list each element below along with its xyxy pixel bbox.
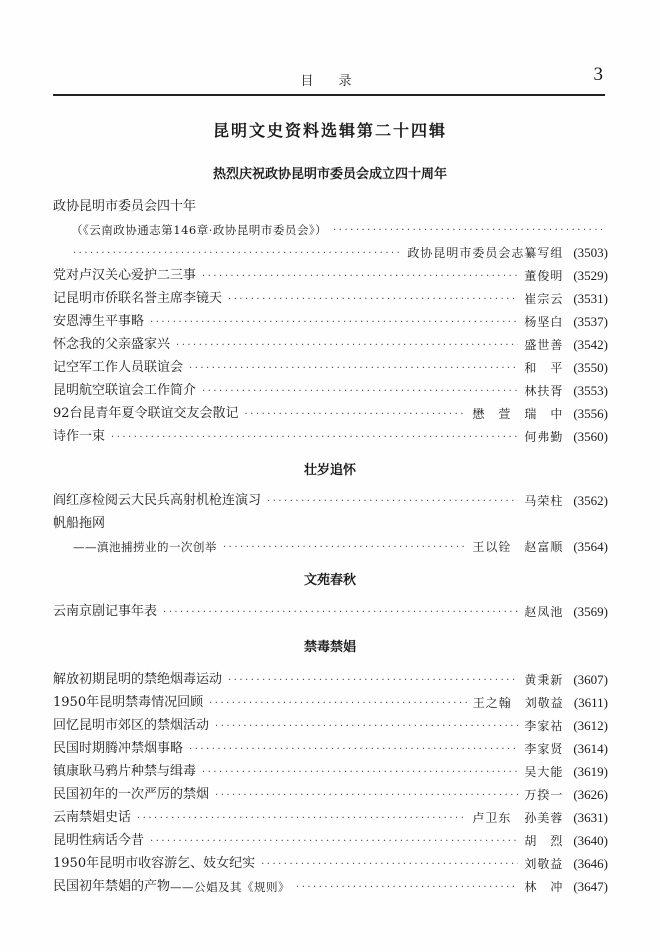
entry-subtitle: （《云南政协通志第146章·政协昆明市委员会》） xyxy=(71,223,328,237)
toc-entry xyxy=(53,669,608,689)
entry-page: (3646) xyxy=(573,856,608,871)
dot-leader xyxy=(223,540,466,556)
entry-page: (3614) xyxy=(573,741,608,756)
toc-entry xyxy=(53,830,608,850)
toc-entry xyxy=(53,807,608,827)
dot-leader xyxy=(202,765,518,781)
toc-entry xyxy=(53,288,608,308)
entry-title: 帆船拖网 xyxy=(53,516,106,531)
entry-title: 民国时期腾冲禁烟事略 xyxy=(53,741,184,756)
entry-page: (3626) xyxy=(573,787,608,802)
page-number: 3 xyxy=(593,64,603,85)
entry-author: 盛世善 xyxy=(524,338,564,352)
entry-page: (3542) xyxy=(573,337,608,352)
entry-author: 林扶胥 xyxy=(524,384,564,398)
section-title: 热烈庆祝政协昆明市委员会成立四十周年 xyxy=(212,167,447,182)
toc-entry xyxy=(53,692,608,712)
toc-entry xyxy=(53,601,608,621)
section-title: 壮岁追怀 xyxy=(303,463,356,478)
entry-page: (3560) xyxy=(573,429,608,444)
dot-leader xyxy=(111,430,518,446)
dot-leader xyxy=(73,246,401,262)
toc-entry-subtitle xyxy=(73,536,608,556)
entry-title: 安恩溥生平事略 xyxy=(53,314,145,329)
entry-author: 马荣柱 xyxy=(524,494,564,508)
toc-entry-author xyxy=(53,242,608,262)
entry-author: 赵凤池 xyxy=(524,605,564,619)
entry-page: (3562) xyxy=(573,493,608,508)
header-title: 目 录 xyxy=(300,74,358,89)
dot-leader xyxy=(202,269,518,285)
toc-entry xyxy=(53,426,608,446)
entry-page: (3503) xyxy=(573,245,608,260)
entry-subtitle: ——公娼及其《规则》 xyxy=(170,880,291,894)
entry-page: (3564) xyxy=(573,539,608,554)
dot-leader xyxy=(150,315,518,331)
entry-author: 懋 萱 瑞 中 xyxy=(472,407,564,421)
toc-entry xyxy=(53,853,608,873)
entry-author: 王以铨 赵富顺 xyxy=(472,540,564,554)
dot-leader xyxy=(333,223,602,239)
entry-page: (3607) xyxy=(573,672,608,687)
dot-leader xyxy=(267,494,518,510)
entry-title: 阎红彦检阅云大民兵高射机枪连演习 xyxy=(53,493,262,508)
toc-entry xyxy=(53,490,608,510)
entry-page: (3531) xyxy=(573,291,608,306)
entry-title: 党对卢汉关心爱护二三事 xyxy=(53,268,197,283)
entry-page: (3553) xyxy=(573,383,608,398)
toc-entry xyxy=(53,715,608,735)
dot-leader xyxy=(228,292,518,308)
toc-entry xyxy=(53,334,608,354)
entry-author: 黄秉新 xyxy=(524,673,564,687)
toc-entry xyxy=(53,784,608,804)
entry-title: 云南京剧记事年表 xyxy=(53,604,158,619)
entry-page: (3640) xyxy=(573,833,608,848)
entry-title: 镇康耿马鸦片种禁与缉毒 xyxy=(53,764,197,779)
dot-leader xyxy=(261,857,518,873)
entry-author: 崔宗云 xyxy=(524,292,564,306)
entry-page: (3529) xyxy=(573,268,608,283)
entry-title: 云南禁娼史话 xyxy=(53,810,132,825)
dot-leader xyxy=(209,696,467,712)
toc-entry xyxy=(53,738,608,758)
entry-title: 回忆昆明市郊区的禁烟活动 xyxy=(53,718,210,733)
dot-leader xyxy=(202,384,518,400)
entry-title: 解放初期昆明的禁绝烟毒运动 xyxy=(53,672,223,687)
dot-leader xyxy=(176,338,518,354)
entry-title: 怀念我的父亲盛家兴 xyxy=(53,337,171,352)
entry-subtitle: ——滇池捕捞业的一次创举 xyxy=(73,540,217,554)
entry-author: 王之翰 刘敬益 xyxy=(472,696,564,710)
entry-author: 李家祜 xyxy=(524,719,564,733)
section-title: 禁毒禁娼 xyxy=(303,640,356,655)
volume-title: 昆明文史资料选辑第二十四辑 xyxy=(212,121,447,140)
toc-entry xyxy=(53,196,608,216)
entry-title: 政协昆明市委员会四十年 xyxy=(53,199,197,214)
entry-page: (3647) xyxy=(573,879,608,894)
dot-leader xyxy=(189,742,518,758)
dot-leader xyxy=(215,788,518,804)
entry-author: 杨坚白 xyxy=(524,315,564,329)
toc-entry xyxy=(53,876,608,896)
toc-entry xyxy=(53,380,608,400)
dot-leader xyxy=(245,407,467,423)
entry-author: 董俊明 xyxy=(524,269,564,283)
dot-leader xyxy=(150,834,518,850)
toc-entry-subtitle xyxy=(71,219,608,239)
entry-author: 和 平 xyxy=(524,361,564,375)
toc-entry xyxy=(53,513,608,533)
entry-page: (3556) xyxy=(573,406,608,421)
entry-title: 1950年昆明禁毒情况回顾 xyxy=(53,695,204,710)
entry-page: (3612) xyxy=(573,718,608,733)
toc-entry xyxy=(53,265,608,285)
entry-title: 民国初年的一次严厉的禁烟 xyxy=(53,787,210,802)
entry-title: 记昆明市侨联名誉主席李镜天 xyxy=(53,291,223,306)
entry-page: (3619) xyxy=(573,764,608,779)
entry-author: 万揆一 xyxy=(524,788,564,802)
dot-leader xyxy=(163,605,518,621)
entry-title: 昆明航空联谊会工作简介 xyxy=(53,383,197,398)
entry-title: 诗作一束 xyxy=(53,429,106,444)
dot-leader xyxy=(137,811,466,827)
entry-title: 记空军工作人员联谊会 xyxy=(53,360,184,375)
dot-leader xyxy=(228,673,518,689)
entry-title: 昆明性病话今昔 xyxy=(53,833,145,848)
dot-leader xyxy=(296,880,518,896)
entry-title: 92台昆青年夏令联谊交友会散记 xyxy=(53,406,239,421)
entry-page: (3569) xyxy=(573,604,608,619)
toc-entry xyxy=(53,311,608,331)
toc-entry xyxy=(53,357,608,377)
entry-author: 政协昆明市委员会志纂写组 xyxy=(407,246,564,260)
entry-title: 1950年昆明市收容游乞、妓女纪实 xyxy=(53,856,256,871)
entry-page: (3537) xyxy=(573,314,608,329)
entry-page: (3611) xyxy=(573,695,608,710)
entry-author: 李家贤 xyxy=(524,742,564,756)
entry-author: 刘敬益 xyxy=(524,857,564,871)
entry-page: (3631) xyxy=(573,810,608,825)
entry-author: 何弗勤 xyxy=(524,430,564,444)
page-header xyxy=(53,62,605,92)
entry-author: 林 冲 xyxy=(524,880,564,894)
toc-entry xyxy=(53,761,608,781)
dot-leader xyxy=(189,361,518,377)
toc-entry xyxy=(53,403,608,423)
dot-leader xyxy=(215,719,518,735)
entry-author: 卢卫东 孙美蓉 xyxy=(472,811,564,825)
entry-author: 吴大能 xyxy=(524,765,564,779)
entry-page: (3550) xyxy=(573,360,608,375)
section-title: 文苑春秋 xyxy=(303,573,356,588)
header-rule xyxy=(53,94,605,96)
entry-author: 胡 烈 xyxy=(524,834,564,848)
entry-title: 民国初年禁娼的产物 xyxy=(53,879,171,894)
